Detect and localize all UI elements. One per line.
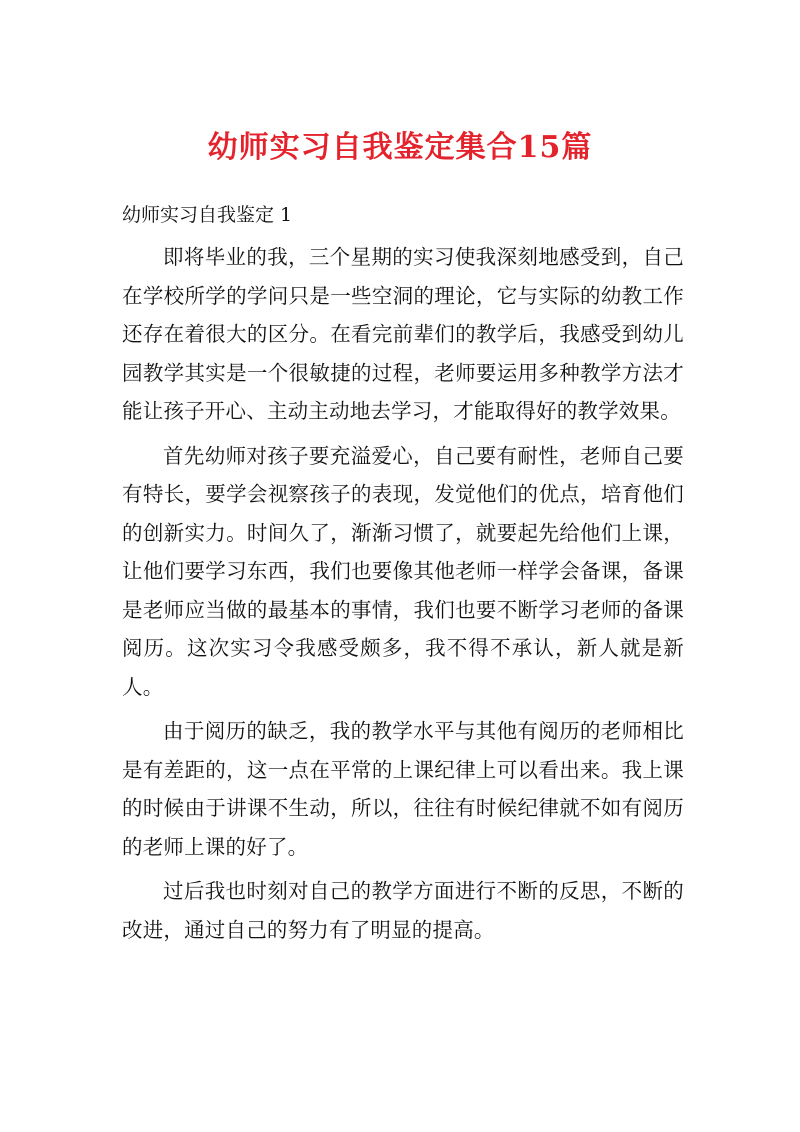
section-heading: 幼师实习自我鉴定 1 [122, 204, 293, 226]
paragraph-4: 过后我也时刻对自己的教学方面进行不断的反思，不断的改进，通过自己的努力有了明显的提高。 [122, 879, 684, 942]
document-body [122, 238, 684, 955]
paragraph-2: 首先幼师对孩子要充溢爱心，自己要有耐性，老师自己要有特长，要学会视察孩子的表现，发觉他们的优点，培育他们的创新实力。时间久了，渐渐习惯了，就要起先给他们上课，让他们要学习东西，我们也要像其他老师一样学会备课，备课是老师应当做的最基本的事情，我们也要不断学习老师的备课阅历。这次实习令我感受颇多，我不得不承认，新人就是新人。 [122, 443, 684, 699]
paragraph-3: 由于阅历的缺乏，我的教学水平与其他有阅历的老师相比是有差距的，这一点在平常的上课纪律上可以看出来。我上课的时候由于讲课不生动，所以，往往有时候纪律就不如有阅历的老师上课的好了。 [122, 719, 684, 859]
document-title: 幼师实习自我鉴定集合15篇 [207, 130, 593, 165]
paragraph-1: 即将毕业的我，三个星期的实习使我深刻地感受到，自己在学校所学的学问只是一些空洞的理论，它与实际的幼教工作还存在着很大的区分。在看完前辈们的教学后，我感受到幼儿园教学其实是一个很敏捷的过程，老师要运用多种教学方法才能让孩子开心、主动主动地去学习，才能取得好的教学效果。 [122, 245, 684, 423]
